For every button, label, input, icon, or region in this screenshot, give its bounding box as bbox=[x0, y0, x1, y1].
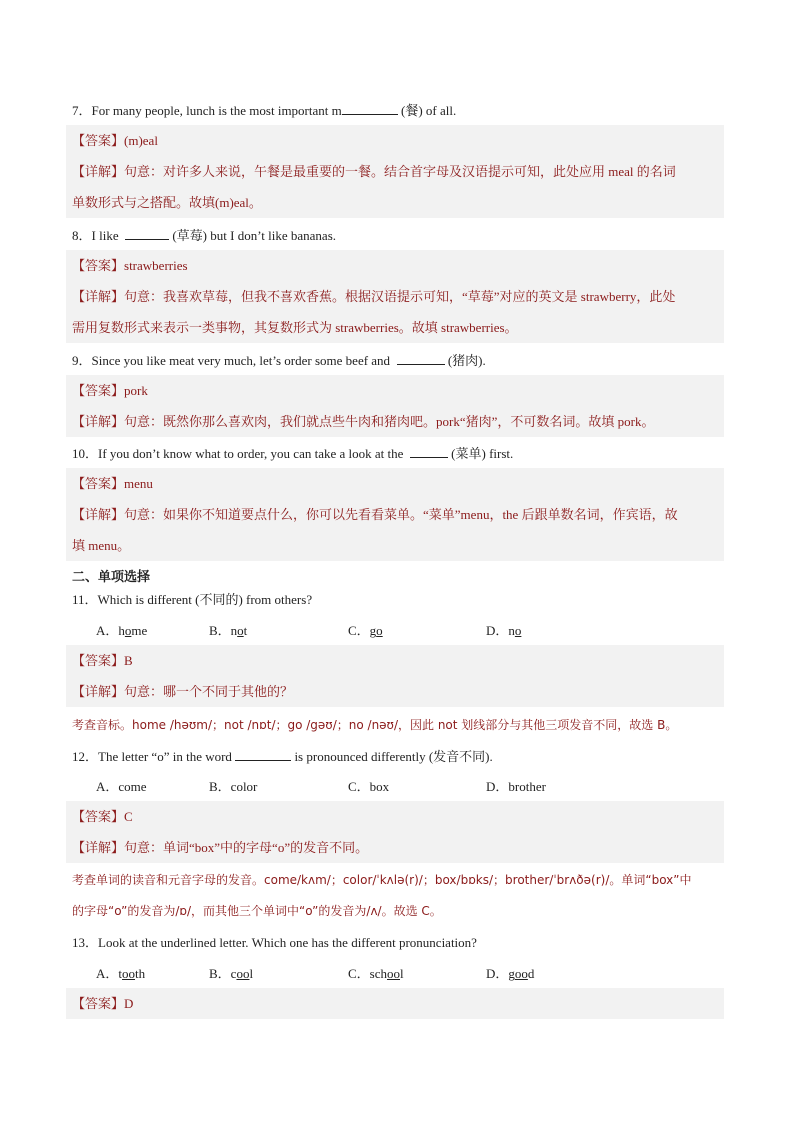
option-label: B． bbox=[209, 779, 231, 794]
detail-line bbox=[72, 676, 724, 707]
detail-text: 句意：既然你那么喜欢肉，我们就点些牛肉和猪肉吧。pork“猪肉”，不可数名词。故填 pork。 bbox=[124, 414, 655, 429]
answer-value: C bbox=[124, 809, 133, 824]
question-number: 11． bbox=[72, 592, 98, 607]
option-label: D． bbox=[486, 623, 509, 638]
detail-text: 需用复数形式来表示一类事物，其复数形式为 strawberries。故填 strawberries。 bbox=[72, 320, 518, 335]
detail-line bbox=[72, 832, 724, 863]
detail-line bbox=[72, 709, 677, 741]
underlined-letter: o bbox=[376, 623, 383, 638]
answer-blank bbox=[342, 102, 398, 115]
answer-tag: 【答案】 bbox=[72, 476, 125, 491]
option-label: A． bbox=[96, 623, 119, 638]
answer-blank bbox=[235, 748, 291, 761]
option-label: A． bbox=[96, 779, 119, 794]
detail-text: 的字母“o”的发音为/ɒ/，而其他三个单词中“o”的发音为/ʌ/。故选 C。 bbox=[72, 904, 442, 918]
question-text: The letter “o” in the word bbox=[98, 749, 232, 764]
question-hint: (草莓) but I don’t like bananas. bbox=[172, 228, 337, 243]
detail-line bbox=[72, 187, 724, 218]
answer-value: B bbox=[124, 653, 133, 668]
option-text: d bbox=[527, 966, 535, 981]
answer-value: pork bbox=[124, 383, 148, 398]
question-10 bbox=[72, 445, 513, 462]
answer-value: menu bbox=[124, 476, 153, 491]
answer-block-9 bbox=[66, 375, 724, 437]
underlined-letter: o bbox=[124, 623, 132, 638]
detail-text: 句意：单词“box”中的字母“o”的发音不同。 bbox=[124, 840, 369, 855]
option-b[interactable] bbox=[209, 779, 257, 795]
detail-text: 填 menu。 bbox=[72, 538, 131, 553]
answer-line bbox=[72, 801, 724, 832]
question-text: For many people, lunch is the most important m bbox=[91, 103, 342, 118]
option-a[interactable] bbox=[96, 966, 145, 982]
option-c[interactable] bbox=[348, 966, 404, 982]
answer-line bbox=[72, 645, 724, 676]
option-c[interactable] bbox=[348, 779, 389, 795]
option-label: C． bbox=[348, 966, 370, 981]
answer-blank bbox=[410, 445, 448, 458]
question-13 bbox=[72, 935, 477, 951]
question-text: If you don’t know what to order, you can take a look at the bbox=[98, 446, 404, 461]
question-hint: is pronounced differently (发音不同). bbox=[294, 749, 493, 764]
detail-line bbox=[72, 864, 692, 896]
answer-line bbox=[72, 468, 724, 499]
detail-text: 句意：我喜欢草莓，但我不喜欢香蕉。根据汉语提示可知，“草莓”对应的英文是 strawberry，此处 bbox=[124, 289, 676, 304]
option-text: g bbox=[369, 623, 377, 638]
answer-value: D bbox=[124, 996, 134, 1011]
detail-tag: 【详解】 bbox=[72, 507, 125, 522]
option-text: n bbox=[230, 623, 238, 638]
answer-line bbox=[72, 375, 724, 406]
underlined-letter: oo bbox=[387, 966, 401, 981]
answer-line bbox=[72, 125, 724, 156]
question-8 bbox=[72, 227, 336, 244]
option-text: g bbox=[508, 966, 515, 981]
option-c[interactable] bbox=[348, 623, 383, 639]
answer-tag: 【答案】 bbox=[72, 133, 125, 148]
detail-text: 句意：对许多人来说，午餐是最重要的一餐。结合首字母及汉语提示可知，此处应用 meal 的名词 bbox=[124, 164, 676, 179]
question-text: Since you like meat very much, let’s order some beef and bbox=[91, 353, 391, 368]
option-label: A． bbox=[96, 966, 119, 981]
answer-blank bbox=[397, 352, 445, 365]
underlined-letter: oo bbox=[514, 966, 528, 981]
option-text: color bbox=[230, 779, 258, 794]
answer-tag: 【答案】 bbox=[72, 996, 125, 1011]
option-text: t bbox=[118, 966, 123, 981]
underlined-letter: oo bbox=[122, 966, 136, 981]
option-a[interactable] bbox=[96, 779, 147, 795]
question-12 bbox=[72, 748, 493, 765]
option-d[interactable] bbox=[486, 779, 546, 795]
option-label: C． bbox=[348, 623, 370, 638]
option-label: B． bbox=[209, 966, 231, 981]
question-number: 7． bbox=[72, 103, 92, 118]
detail-text: 考查单词的读音和元音字母的发音。come/kʌm/；color/ˈkʌlə(r)/；box/bɒks/；brother/ˈbrʌðə(r)/。单词“box”中 bbox=[72, 873, 692, 887]
question-11 bbox=[72, 592, 312, 608]
question-number: 13． bbox=[72, 935, 99, 950]
option-text: me bbox=[131, 623, 148, 638]
detail-text: 考查音标。home /həʊm/；not /nɒt/；go /gəʊ/；no /nəʊ/，因此 not 划线部分与其他三项发音不同，故选 B。 bbox=[72, 718, 678, 732]
underlined-letter: o bbox=[514, 623, 522, 638]
answer-block-11 bbox=[66, 645, 724, 707]
detail-text: 句意：如果你不知道要点什么，你可以先看看菜单。“菜单”menu，the 后跟单数名词，作宾语，故 bbox=[124, 507, 678, 522]
option-text: l bbox=[400, 966, 404, 981]
option-b[interactable] bbox=[209, 623, 247, 639]
detail-tag: 【详解】 bbox=[72, 414, 125, 429]
question-number: 8． bbox=[72, 228, 92, 243]
detail-line bbox=[72, 499, 724, 530]
answer-blank bbox=[125, 227, 169, 240]
answer-tag: 【答案】 bbox=[72, 809, 125, 824]
detail-text: 句意：哪一个不同于其他的？ bbox=[124, 684, 294, 699]
question-9 bbox=[72, 352, 486, 369]
question-text: I like bbox=[91, 228, 119, 243]
option-text: box bbox=[369, 779, 390, 794]
detail-tag: 【详解】 bbox=[72, 289, 125, 304]
detail-line bbox=[72, 530, 724, 561]
detail-tag: 【详解】 bbox=[72, 840, 125, 855]
detail-line bbox=[72, 281, 724, 312]
question-number: 10． bbox=[72, 446, 99, 461]
option-text: come bbox=[118, 779, 147, 794]
underlined-letter: oo bbox=[236, 966, 250, 981]
question-number: 9． bbox=[72, 353, 92, 368]
option-text: n bbox=[508, 623, 515, 638]
question-7 bbox=[72, 102, 456, 119]
question-number: 12． bbox=[72, 749, 99, 764]
question-hint: (餐) of all. bbox=[400, 103, 457, 118]
answer-block-10 bbox=[66, 468, 724, 561]
detail-line bbox=[72, 895, 442, 927]
answer-block-12 bbox=[66, 801, 724, 863]
answer-block-8 bbox=[66, 250, 724, 343]
detail-text: 单数形式与之搭配。故填(m)eal。 bbox=[72, 195, 262, 210]
option-text: t bbox=[243, 623, 248, 638]
answer-value: strawberries bbox=[124, 258, 188, 273]
option-d[interactable] bbox=[486, 966, 534, 982]
option-label: B． bbox=[209, 623, 231, 638]
option-text: c bbox=[230, 966, 237, 981]
option-d[interactable] bbox=[486, 623, 521, 639]
detail-line bbox=[72, 156, 724, 187]
option-text: th bbox=[135, 966, 146, 981]
option-label: D． bbox=[486, 966, 509, 981]
option-label: D． bbox=[486, 779, 509, 794]
detail-tag: 【详解】 bbox=[72, 684, 125, 699]
option-text: l bbox=[249, 966, 254, 981]
option-label: C． bbox=[348, 779, 370, 794]
detail-line bbox=[72, 312, 724, 343]
question-hint: (猪肉). bbox=[447, 353, 486, 368]
detail-line bbox=[72, 406, 724, 437]
answer-tag: 【答案】 bbox=[72, 653, 125, 668]
answer-line bbox=[72, 250, 724, 281]
option-text: h bbox=[118, 623, 125, 638]
option-a[interactable] bbox=[96, 623, 147, 639]
option-b[interactable] bbox=[209, 966, 253, 982]
answer-block-7 bbox=[66, 125, 724, 218]
detail-tag: 【详解】 bbox=[72, 164, 125, 179]
question-text: Which is different (不同的) from others? bbox=[97, 592, 313, 607]
answer-block-13 bbox=[66, 988, 724, 1019]
section-heading: 二、单项选择 bbox=[72, 569, 151, 584]
answer-tag: 【答案】 bbox=[72, 258, 125, 273]
answer-tag: 【答案】 bbox=[72, 383, 125, 398]
answer-value: (m)eal bbox=[124, 133, 158, 148]
question-text: Look at the underlined letter. Which one has the different pronunciation? bbox=[98, 935, 477, 950]
answer-line bbox=[72, 988, 724, 1019]
question-hint: (菜单) first. bbox=[451, 446, 514, 461]
underlined-letter: o bbox=[237, 623, 244, 638]
option-text: sch bbox=[369, 966, 388, 981]
option-text: brother bbox=[508, 779, 546, 794]
